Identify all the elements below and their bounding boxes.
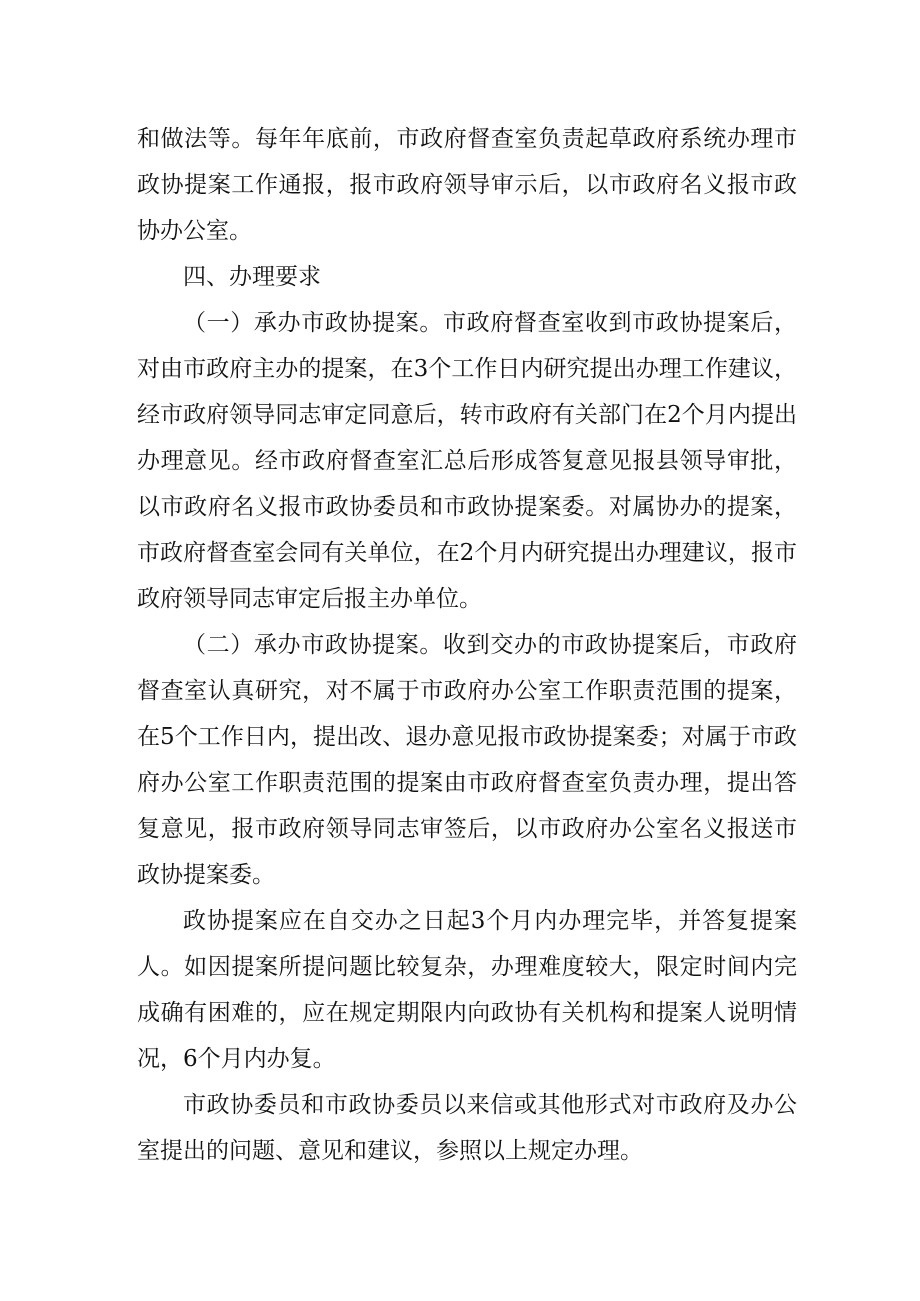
paragraph-item-one: （一）承办市政协提案。市政府督查室收到市政协提案后，对由市政府主办的提案，在3个工作日内研究提出办理工作建议，经市政府领导同志审定同意后，转市政府有关部门在2个月内提出办理意见。经市政府督查室汇总后形成答复意见报县领导审批，以市政府名义报市政协委员和市政协提案委。对属协办的提案，市政府督查室会同有关单位，在2个月内研究提出办理建议，报市政府领导同志审定后报主办单位。 (137, 310, 797, 612)
document-body (137, 116, 797, 1174)
paragraph-other-forms: 市政协委员和市政协委员以来信或其他形式对市政府及办公室提出的问题、意见和建议，参照以上规定办理。 (137, 1092, 797, 1164)
paragraph-continuation: 和做法等。每年年底前，市政府督查室负责起草政府系统办理市政协提案工作通报，报市政府领导审示后，以市政府名义报市政协办公室。 (137, 126, 797, 244)
section-heading-requirements: 四、办理要求 (183, 264, 321, 290)
paragraph-deadline: 政协提案应在自交办之日起3个月内办理完毕，并答复提案人。如因提案所提问题比较复杂，办理难度较大，限定时间内完成确有困难的，应在规定期限内向政协有关机构和提案人说明情况，6个月内办复。 (137, 908, 797, 1072)
paragraph-item-two: （二）承办市政协提案。收到交办的市政协提案后，市政府督查室认真研究，对不属于市政府办公室工作职责范围的提案，在5个工作日内，提出改、退办意见报市政协提案委；对属于市政府办公室工作职责范围的提案由市政府督查室负责办理，提出答复意见，报市政府领导同志审签后，以市政府办公室名义报送市政协提案委。 (137, 632, 797, 888)
